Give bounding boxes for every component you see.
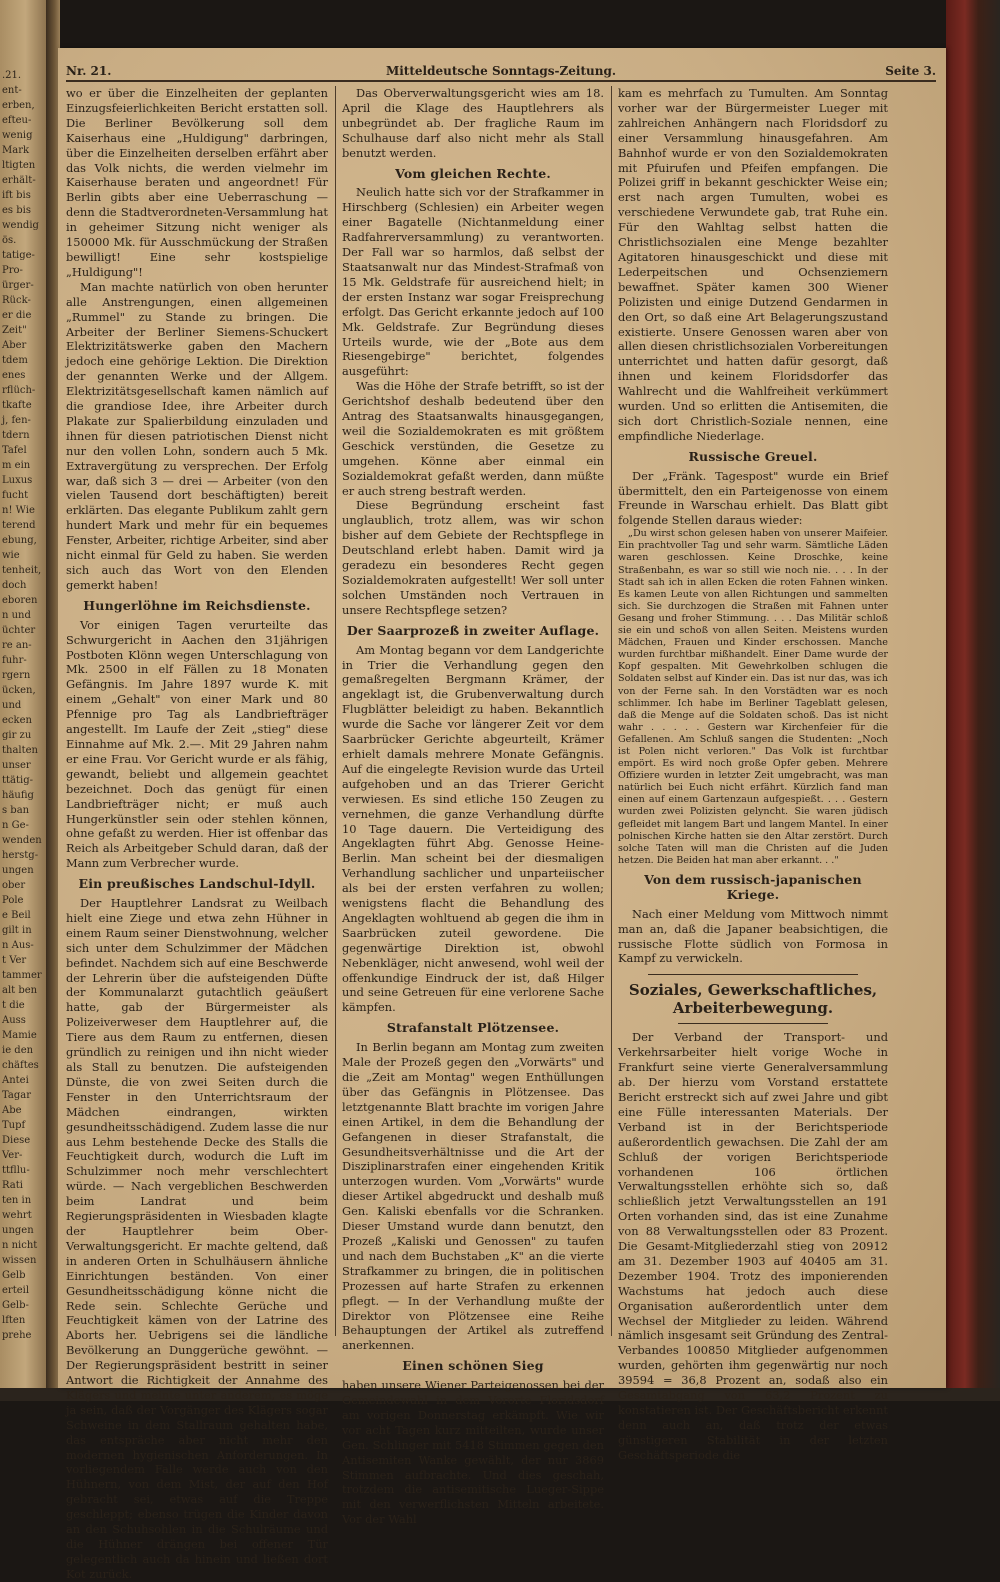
- prev-page-fragment: erteil: [2, 1285, 30, 1296]
- newspaper-page: [58, 48, 946, 1581]
- prev-page-fragment: n Aus-: [2, 940, 34, 951]
- prev-page-fragment: Diese: [2, 1135, 31, 1146]
- prev-page-fragment: tdem: [2, 355, 28, 366]
- prev-page-fragment: Aber: [2, 340, 27, 351]
- prev-page-fragment: j, fen-: [2, 415, 31, 426]
- article-heading: Von dem russisch-japanischen Kriege.: [644, 871, 862, 902]
- prev-page-fragment: er die: [2, 310, 32, 321]
- prev-page-fragment: Ver-: [2, 1150, 23, 1161]
- prev-page-fragment: ift bis: [2, 190, 31, 201]
- article-paragraph: Neulich hatte sich vor der Strafkammer in Hirschberg (Schlesien) ein Arbeiter wegen einer Bagatelle (Nichtanmeldung einer Radfahrerversammlung) zu verantworten. Der Fall war so harmlos, daß selbst der Staatsanwalt nur das Mindest-Strafmaß von 15 Mk. Geldstrafe für ausreichend hielt; in der ersten Instanz war sogar Freisprechung erfolgt. Das Gericht erkannte jedoch auf 100 Mk. Geldstrafe. Zur Begründung dieses Urteils wurde, wie der „Bote aus dem Riesengebirge" berichtet, folgendes ausgeführt:: [342, 185, 604, 379]
- prev-page-fragment: tenheit,: [2, 565, 42, 576]
- prev-page-fragment: n und: [2, 610, 31, 621]
- article-paragraph: Vor einigen Tagen verurteilte das Schwurgericht in Aachen den 31jährigen Postboten Klönn wegen Unterschlagung von Mk. 2500 in elf Fällen zu 18 Monaten Gefängnis. Im Jahre 1897 wurde K. mit einem „Gehalt" von einer Mark und 80 Pfennige pro Tag als Landbriefträger angestellt. Im Laufe der Zeit „stieg" diese Einnahme auf Mk. 2.—. Mit 29 Jahren nahm er eine Frau. Vor Gericht wurde er als fähig, gewandt, beliebt und allgemein geachtet bezeichnet. Doch das genügt für einen Landbriefträger nicht; er muß auch Hungerkünstler sein oder stehlen können, ohne gefaßt zu werden. Hier ist offenbar das Reich als Arbeitgeber Schuld daran, daß der Mann zum Verbrecher wurde.: [66, 617, 328, 871]
- prev-page-fragment: enes: [2, 370, 26, 381]
- prev-page-fragment: ttfllu-: [2, 1165, 30, 1176]
- article-paragraph: haben unsere Wiener Parteigenossen bei der Gemeindewahl in dem Vororte Floridsdorf am vorigen Donnerstag erkämpft. Wie wir vor acht Tagen kurz mitteilten, wurde unser Gen. Schlinger mit 5418 Stimmen gegen den Antisemiten Wanke gewählt, der nur 3869 Stimmen aufbrachte. Und dies geschah, trotzdem die antisemitische Lueger-Sippe mit den verwerflichsten Mitteln arbeitete. Vor der Wahl: [342, 1378, 604, 1527]
- article-heading: Russische Greuel.: [688, 448, 818, 464]
- prev-page-fragment: Zeit": [2, 325, 27, 336]
- prev-page-fragment: tammer: [2, 970, 42, 981]
- prev-page-fragment: Pro-: [2, 265, 23, 276]
- prev-page-fragment: ürger-: [2, 280, 34, 291]
- prev-page-fragment: terend: [2, 520, 36, 531]
- prev-page-fragment: Gelb: [2, 1270, 26, 1281]
- prev-page-fragment: ie den: [2, 1045, 34, 1056]
- prev-page-fragment: Abe: [2, 1105, 22, 1116]
- article-paragraph: In Berlin begann am Montag zum zweiten Male der Prozeß gegen den „Vorwärts" und die „Zeit am Montag" wegen Enthüllungen über das Gefängnis in Plötzensee. Das letztgenannte Blatt brachte im vorigen Jahre einen Artikel, in dem die Behandlung der Gefangenen in dieser Strafanstalt, die Gesundheitsverhältnisse und die Art der Disziplinarstrafen einer eingehenden Kritik unterzogen wurden. Vom „Vorwärts" wurde dieser Artikel abgedruckt und deshalb muß Gen. Kaliski ebenfalls vor die Schranken. Dieser Umstand wurde dann benutzt, den Prozeß „Kaliski und Genossen" zu taufen und nach dem Buchstaben „K" an die vierte Strafkammer zu bringen, die in politischen Prozessen auf harte Strafen zu erkennen pflegt. — In der Verhandlung mußte der Direktor von Plötzensee eine Reihe Behauptungen der Artikel als zutreffend anerkennen.: [342, 1040, 604, 1353]
- prev-page-fragment: Mamie: [2, 1030, 37, 1041]
- prev-page-fragment: Tafel: [2, 445, 27, 456]
- issue-number: Nr. 21.: [66, 64, 112, 78]
- prev-page-fragment: Tupf: [2, 1120, 26, 1131]
- prev-page-fragment: tkafte: [2, 400, 32, 411]
- letter-quote: [618, 528, 888, 867]
- page-number: Seite 3.: [885, 64, 936, 78]
- prev-page-fragment: fucht: [2, 490, 29, 501]
- prev-page-fragment: herstg-: [2, 850, 39, 861]
- article-heading: Strafanstalt Plötzensee.: [386, 1020, 560, 1036]
- section-title-rule: [678, 1023, 828, 1024]
- article-paragraph: Am Montag begann vor dem Landgerichte in Trier die Verhandlung gegen den gemaßregelten Bergmann Krämer, der angeklagt ist, die Grubenverwaltung durch Flugblätter beleidigt zu haben. Bekanntlich wurde die Sache vor längerer Zeit vor dem Saarbrücker Gerichte abgeurteilt, Krämer erhielt damals mehrere Monate Gefängnis. Auf die eingelegte Revision wurde das Urteil aufgehoben und an das Trierer Gericht verwiesen. Es sind etliche 150 Zeugen zu vernehmen, die ganze Verhandlung dürfte 10 Tage dauern. Die Verteidigung des Angeklagten führt Abg. Genosse Heine-Berlin. Man scheint bei der diesmaligen Verhandlung sachlicher und unparteiischer als bei der ersten verfahren zu wollen; wenigstens flacht die Behandlung des Angeklagten wohltuend ab gegen die ihm in Saarbrücken zuteil gewordene. Die gegenwärtige Direktion ist, obwohl Nebenkläger, nicht anwesend, wohl weil der offenkundige Eindruck der ist, daß Hilger und seine Getreuen für eine verlorene Sache kämpfen.: [342, 642, 604, 1015]
- article-heading: Vom gleichen Rechte.: [395, 165, 551, 181]
- prev-page-fragment: wie: [2, 550, 20, 561]
- prev-page-fragment: und: [2, 700, 22, 711]
- book-binding: [946, 0, 1000, 1401]
- prev-page-fragment: Rati: [2, 1180, 23, 1191]
- prev-page-fragment: ltigten: [2, 160, 36, 171]
- column-1: [66, 86, 328, 1581]
- letter-quote-text: „Du wirst schon gelesen haben von unserer Maifeier. Ein prachtvoller Tag und sehr warm. Sämtliche Läden waren geschlossen. Keine Droschke, keine Straßenbahn, es war so still wie noch nie. . . . In der Stadt sah ich in allen Ecken die roten Fahnen winken. Es kamen Leute von allen Richtungen und sammelten sich. Sie durchzogen die Straßen mit Fahnen unter Gesang und froher Stimmung. . . . Das Militär schloß sie ein und schoß von allen Seiten. Meistens wurden Mädchen, Frauen und Kinder erschossen. Manche wurden furchtbar mißhandelt. Einer Dame wurde der Kopf gespalten. Mit Gewehrkolben schlugen die Soldaten selbst auf Kinder ein. Das ist nur das, was ich von der Ferne sah. In den Vorstädten war es noch schlimmer. Ich habe im Berliner Tageblatt gelesen, daß die Menge auf die Soldaten schoß. Das ist nicht wahr . . . . . Gestern war Kirchenfeier für die Gefallenen. Am Schluß sangen die Studenten: „Noch ist Polen nicht verloren." Das Volk ist furchtbar empört. Es wird noch große Opfer geben. Mehrere Offiziere wurden in letzter Zeit umgebracht, was man natürlich bei Euch nicht erfährt. Kürzlich fand man einen auf einem Gartenzaun aufgespießt. . . . Gestern wurden zwei Polizisten gelyncht. Sie waren jüdisch gefleidet mit langem Bart und langem Mantel. In einer polnischen Kirche hatten sie den Altar zerstört. Durch solche Taten will man die Christen auf die Juden hetzen. Die Beiden hat man aber erkannt. . .": [618, 528, 888, 866]
- page-header: [66, 62, 936, 82]
- prev-page-fragment: tatige-: [2, 250, 35, 261]
- prev-page-fragment: rflüch-: [2, 385, 36, 396]
- article-heading: Ein preußisches Landschul-Idyll.: [78, 876, 316, 892]
- prev-page-fragment: erhält-: [2, 175, 36, 186]
- prev-page-fragment: wendig: [2, 220, 39, 231]
- prev-page-fragment: Luxus: [2, 475, 33, 486]
- prev-page-fragment: ungen: [2, 865, 34, 876]
- prev-page-fragment: Mark: [2, 145, 30, 156]
- article-paragraph: Der Verband der Transport- und Verkehrsarbeiter hielt vorige Woche in Frankfurt seine vierte Generalversammlung ab. Der hierzu vom Vorstand erstattete Bericht erstreckt sich auf zwei Jahre und gibt eine Fülle interessanten Materials. Der Verband ist in der Berichtsperiode außerordentlich gewachsen. Die Zahl der am Schluß der vorigen Berichtsperiode vorhandenen 106 örtlichen Verwaltungsstellen erhöhte sich so, daß schließlich jetzt Verwaltungsstellen an 191 Orten vorhanden sind, das ist eine Zunahme von 88 Verwaltungsstellen oder 83 Prozent. Die Gesamt-Mitgliederzahl stieg von 20912 am 31. Dezember 1903 auf 40405 am 31. Dezember 1904. Trotz des imponierenden Wachstums hat jedoch auch diese Organisation außerordentlich unter dem Wechsel der Mitglieder zu leiden. Während nämlich insgesamt seit Gründung des Zentral-Verbandes 100850 Mitglieder aufgenommen wurden, gehörten ihm gegenwärtig nur noch 39594 = 36,8 Prozent an, sodaß also ein Gesamtabgang von 63,2 Prozent zu konstatieren ist. Der Geschäftsbericht erkennt denn auch an, daß trotz der etwas günstigeren Stabilität in der letzten Geschäftsperiode die: [618, 1030, 888, 1462]
- article-quote: Was die Höhe der Strafe betrifft, so ist der Gerichtshof deshalb bedeutend über den Antrag des Staatsanwalts hinausgegangen, weil die Sozialdemokraten es mit größtem Geschick verstünden, die Gesetze zu umgehen. Könne aber einmal ein Sozialdemokrat gefaßt werden, dann müßte er auch streng bestraft werden.: [342, 379, 604, 498]
- prev-page-fragment: erben,: [2, 100, 35, 111]
- prev-page-fragment: chäftes: [2, 1060, 39, 1071]
- section-divider: [648, 974, 858, 975]
- prev-page-fragment: wehrt: [2, 1210, 32, 1221]
- prev-page-fragment: ungen: [2, 1225, 34, 1236]
- prev-page-fragment: unser: [2, 760, 31, 771]
- prev-page-fragment: m ein: [2, 460, 31, 471]
- prev-page-fragment: tdern: [2, 430, 30, 441]
- column-rule: [611, 86, 612, 1336]
- prev-page-fragment: Rück-: [2, 295, 31, 306]
- column-3: [618, 86, 888, 1462]
- article-paragraph: Diese Begründung erscheint fast unglaublich, trotz allem, was wir schon bisher auf dem Gebiete der Rechtspflege in Deutschland erlebt haben. Damit wird ja geradezu ein besonderes Recht gegen Sozialdemokraten aufgestellt! Wer soll unter solchen Umständen noch Vertrauen in unsere Rechtspflege setzen?: [342, 498, 604, 617]
- article-paragraph: Der Hauptlehrer Landsrat zu Weilbach hielt eine Ziege und etwa zehn Hühner in einem Raum seiner Dienstwohnung, welcher sich unter dem Schulzimmer der Mädchen befindet. Nachdem sich auf eine Beschwerde der Lehrerin über die aufsteigenden Düfte der Kommunalarzt gutachtlich geäußert hatte, gab der Bürgermeister als Polizeiverweser dem Hauptlehrer auf, die Tiere aus dem Raum zu entfernen, diesen gründlich zu reinigen und ihn nicht wieder als Stall zu benutzen. Die aufsteigenden Dünste, die von zwei Seiten durch die Fenster in den Unterrichtsraum der Mädchen eindrangen, wirkten gesundheitsschädigend. Zudem lasse die nur aus Lehm bestehende Decke des Stalls die Feuchtigkeit durch, wodurch die Luft im Schulzimmer noch mehr verschlechtert würde. — Nach vergeblichen Beschwerden beim Landrat und beim Regierungspräsidenten in Wiesbaden klagte der Hauptlehrer beim Ober-Verwaltungsgericht. Er machte geltend, daß in anderen Orten in Schulhäusern ähnliche Einrichtungen beständen. Von einer Gesundheitsschädigung könne nicht die Rede sein. Schlechte Gerüche und Feuchtigkeit kämen von der Latrine des Aborts her. Uebrigens sei die ländliche Bevölkerung an Dunggerüche gewöhnt. — Der Regierungspräsident bestritt in seiner Antwort die Richtigkeit der Annahme des Klägers und meinte unter anderem, es möge ja sein, daß der Vorgänger des Klägers sogar Schweine in dem Stallraum gehalten habe, das entspräche aber nicht mehr den modernen hygienischen Anforderungen. In vorliegendem Falle werde auch von den Hühnern, von dem Mist, der auf den Hof gebracht sei, etwas auf die Treppe geschleppt; ebenso trügen die Kinder davon an den Schuhsohlen in die Schulräume und die Hühner drängen bei offener Tür gelegentlich auch da hinein und ließen dort Kot zurück.: [66, 896, 328, 1581]
- column-2: [342, 86, 604, 1527]
- prev-page-fragment: ttätig-: [2, 775, 33, 786]
- prev-page-fragment: gir zu: [2, 730, 32, 741]
- prev-page-fragment: ös.: [2, 235, 17, 246]
- article-heading: Hungerlöhne im Reichsdienste.: [83, 597, 311, 613]
- article-heading: Der Saarprozeß in zweiter Auflage.: [346, 622, 600, 638]
- prev-page-fragment: s ban: [2, 805, 30, 816]
- prev-page-fragment: prehe: [2, 1330, 32, 1341]
- prev-page-fragment: fuhr-: [2, 655, 27, 666]
- prev-page-fragment: ober: [2, 880, 26, 891]
- section-title: Soziales, Gewerkschaftliches, Arbeiterbewegung.: [628, 981, 878, 1018]
- prev-page-fragment: re an-: [2, 640, 32, 651]
- prev-page-fragment: doch: [2, 580, 27, 591]
- prev-page-fragment: Pole: [2, 895, 24, 906]
- prev-page-fragment: alt ben: [2, 985, 38, 996]
- prev-page-fragment: ücken,: [2, 685, 36, 696]
- prev-page-fragment: ebung,: [2, 535, 37, 546]
- article-paragraph: Man machte natürlich von oben herunter alle Anstrengungen, einen allgemeinen „Rummel" zu Stande zu bringen. Die Arbeiter der Berliner Siemens-Schuckert Elektrizitätswerke gaben den Machern jedoch eine gehörige Lektion. Die Direktion der genannten Werke und der Allgem. Elektrizitätsgesellschaft kamen nämlich auf die grandiose Idee, ihre Arbeiter durch Plakate zur Spalierbildung einzuladen und ihnen für diesen patriotischen Dienst nicht nur den vollen Lohn, sondern auch 5 Mk. Extravergütung zu versprechen. Der Erfolg war, daß sich 3 — drei — Arbeiter (von den vielen Tausend dort beschäftigten) bereit erklärten. Das elegante Publikum zahlt gern hundert Mark und mehr für ein bequemes Fenster, Arbeiter, richtige Arbeiter, sind aber nicht einmal für Geld zu haben. Sie werden sich auch das Wort von den Elenden gemerkt haben!: [66, 279, 328, 592]
- prev-page-fragment: e Beil: [2, 910, 31, 921]
- previous-page-edge: [0, 0, 46, 1401]
- prev-page-fragment: Tagar: [2, 1090, 31, 1101]
- prev-page-fragment: eboren: [2, 595, 38, 606]
- prev-page-fragment: t Ver: [2, 955, 27, 966]
- article-paragraph: Der „Fränk. Tagespost" wurde ein Brief übermittelt, den ein Parteigenosse von einem Freunde in Warschau erhielt. Das Blatt gibt folgende Stellen daraus wieder:: [618, 468, 888, 528]
- article-heading: Einen schönen Sieg: [402, 1358, 544, 1374]
- prev-page-fragment: thalten: [2, 745, 38, 756]
- prev-page-fragment: rgern: [2, 670, 31, 681]
- prev-page-fragment: efteu-: [2, 115, 32, 126]
- prev-page-fragment: lften: [2, 1315, 26, 1326]
- prev-page-fragment: es bis: [2, 205, 31, 216]
- prev-page-fragment: t die: [2, 1000, 25, 1011]
- prev-page-fragment: üchter: [2, 625, 36, 636]
- prev-page-fragment: ecken: [2, 715, 32, 726]
- prev-page-fragment: n nicht: [2, 1240, 38, 1251]
- prev-page-fragment: n Ge-: [2, 820, 29, 831]
- article-paragraph: wo er über die Einzelheiten der geplanten Einzugsfeierlichkeiten Bericht erstatten soll. Die Berliner Bevölkerung soll dem Kaiserhaus eine „Huldigung" darbringen, über die Einzelheiten derselben erfährt aber das Volk nichts, die werden vielmehr im Kaiserhause beraten und angeordnet! Für Berlin gibts aber eine Ueberraschung — denn die Stadtverordneten-Versammlung hat in geheimer Sitzung nicht weniger als 150000 Mk. für Ausschmückung der Straßen bewilligt! Eine sehr kostspielige „Huldigung"!: [66, 86, 328, 279]
- prev-page-fragment: ent-: [2, 85, 22, 96]
- prev-page-fragment: Gelb-: [2, 1300, 29, 1311]
- prev-page-fragment: wenden: [2, 835, 42, 846]
- prev-page-fragment: ten in: [2, 1195, 32, 1206]
- prev-page-fragment: n! Wie: [2, 505, 35, 516]
- prev-page-fragment: wissen: [2, 1255, 37, 1266]
- prev-page-fragment: wenig: [2, 130, 33, 141]
- article-paragraph: Das Oberverwaltungsgericht wies am 18. April die Klage des Hauptlehrers als unbegründet ab. Der fragliche Raum im Schulhause darf also nicht mehr als Stall benutzt werden.: [342, 86, 604, 160]
- newspaper-title: Mitteldeutsche Sonntags-Zeitung.: [385, 64, 617, 78]
- prev-page-fragment: Auss: [2, 1015, 26, 1026]
- article-paragraph: kam es mehrfach zu Tumulten. Am Sonntag vorher war der Bürgermeister Lueger mit zahlreichen Anhängern nach Floridsdorf zu einer Versammlung hinausgefahren. Am Bahnhof wurde er von den Sozialdemokraten mit Pfuirufen und Pfeifen empfangen. Die Polizei griff in bekannt geschickter Weise ein; erst nach argen Tumulten, wobei es verschiedene Verwundete gab, trat Ruhe ein. Für den Wahltag selbst hatten die Christlichsozialen eine Menge bezahlter Agitatoren hinausgeschickt und diese mit Lederpeitschen und Ochsenziemern bewaffnet. Später kamen 300 Wiener Polizisten und einige Dutzend Gendarmen in den Ort, so daß eine Art Belagerungszustand existierte. Unsere Genossen waren aber von allen diesen christlichsozialen Vorbereitungen unterrichtet und hatten dafür gesorgt, daß ihnen und keinem Floridsdorfer das Wahlrecht und die Wahlfreiheit verkümmert wurden. Und so erlitten die Antisemiten, die sich dort Christlich-Soziale nennen, eine empfindliche Niederlage.: [618, 86, 888, 443]
- prev-page-fragment: gilt in: [2, 925, 32, 936]
- article-paragraph: Nach einer Meldung vom Mittwoch nimmt man an, daß die Japaner beabsichtigen, die russische Flotte südlich von Formosa in Kampf zu verwickeln.: [618, 906, 888, 966]
- prev-page-fragment: .21.: [2, 70, 22, 81]
- prev-page-fragment: Antei: [2, 1075, 29, 1086]
- prev-page-fragment: häufig: [2, 790, 34, 801]
- column-rule: [335, 86, 336, 1336]
